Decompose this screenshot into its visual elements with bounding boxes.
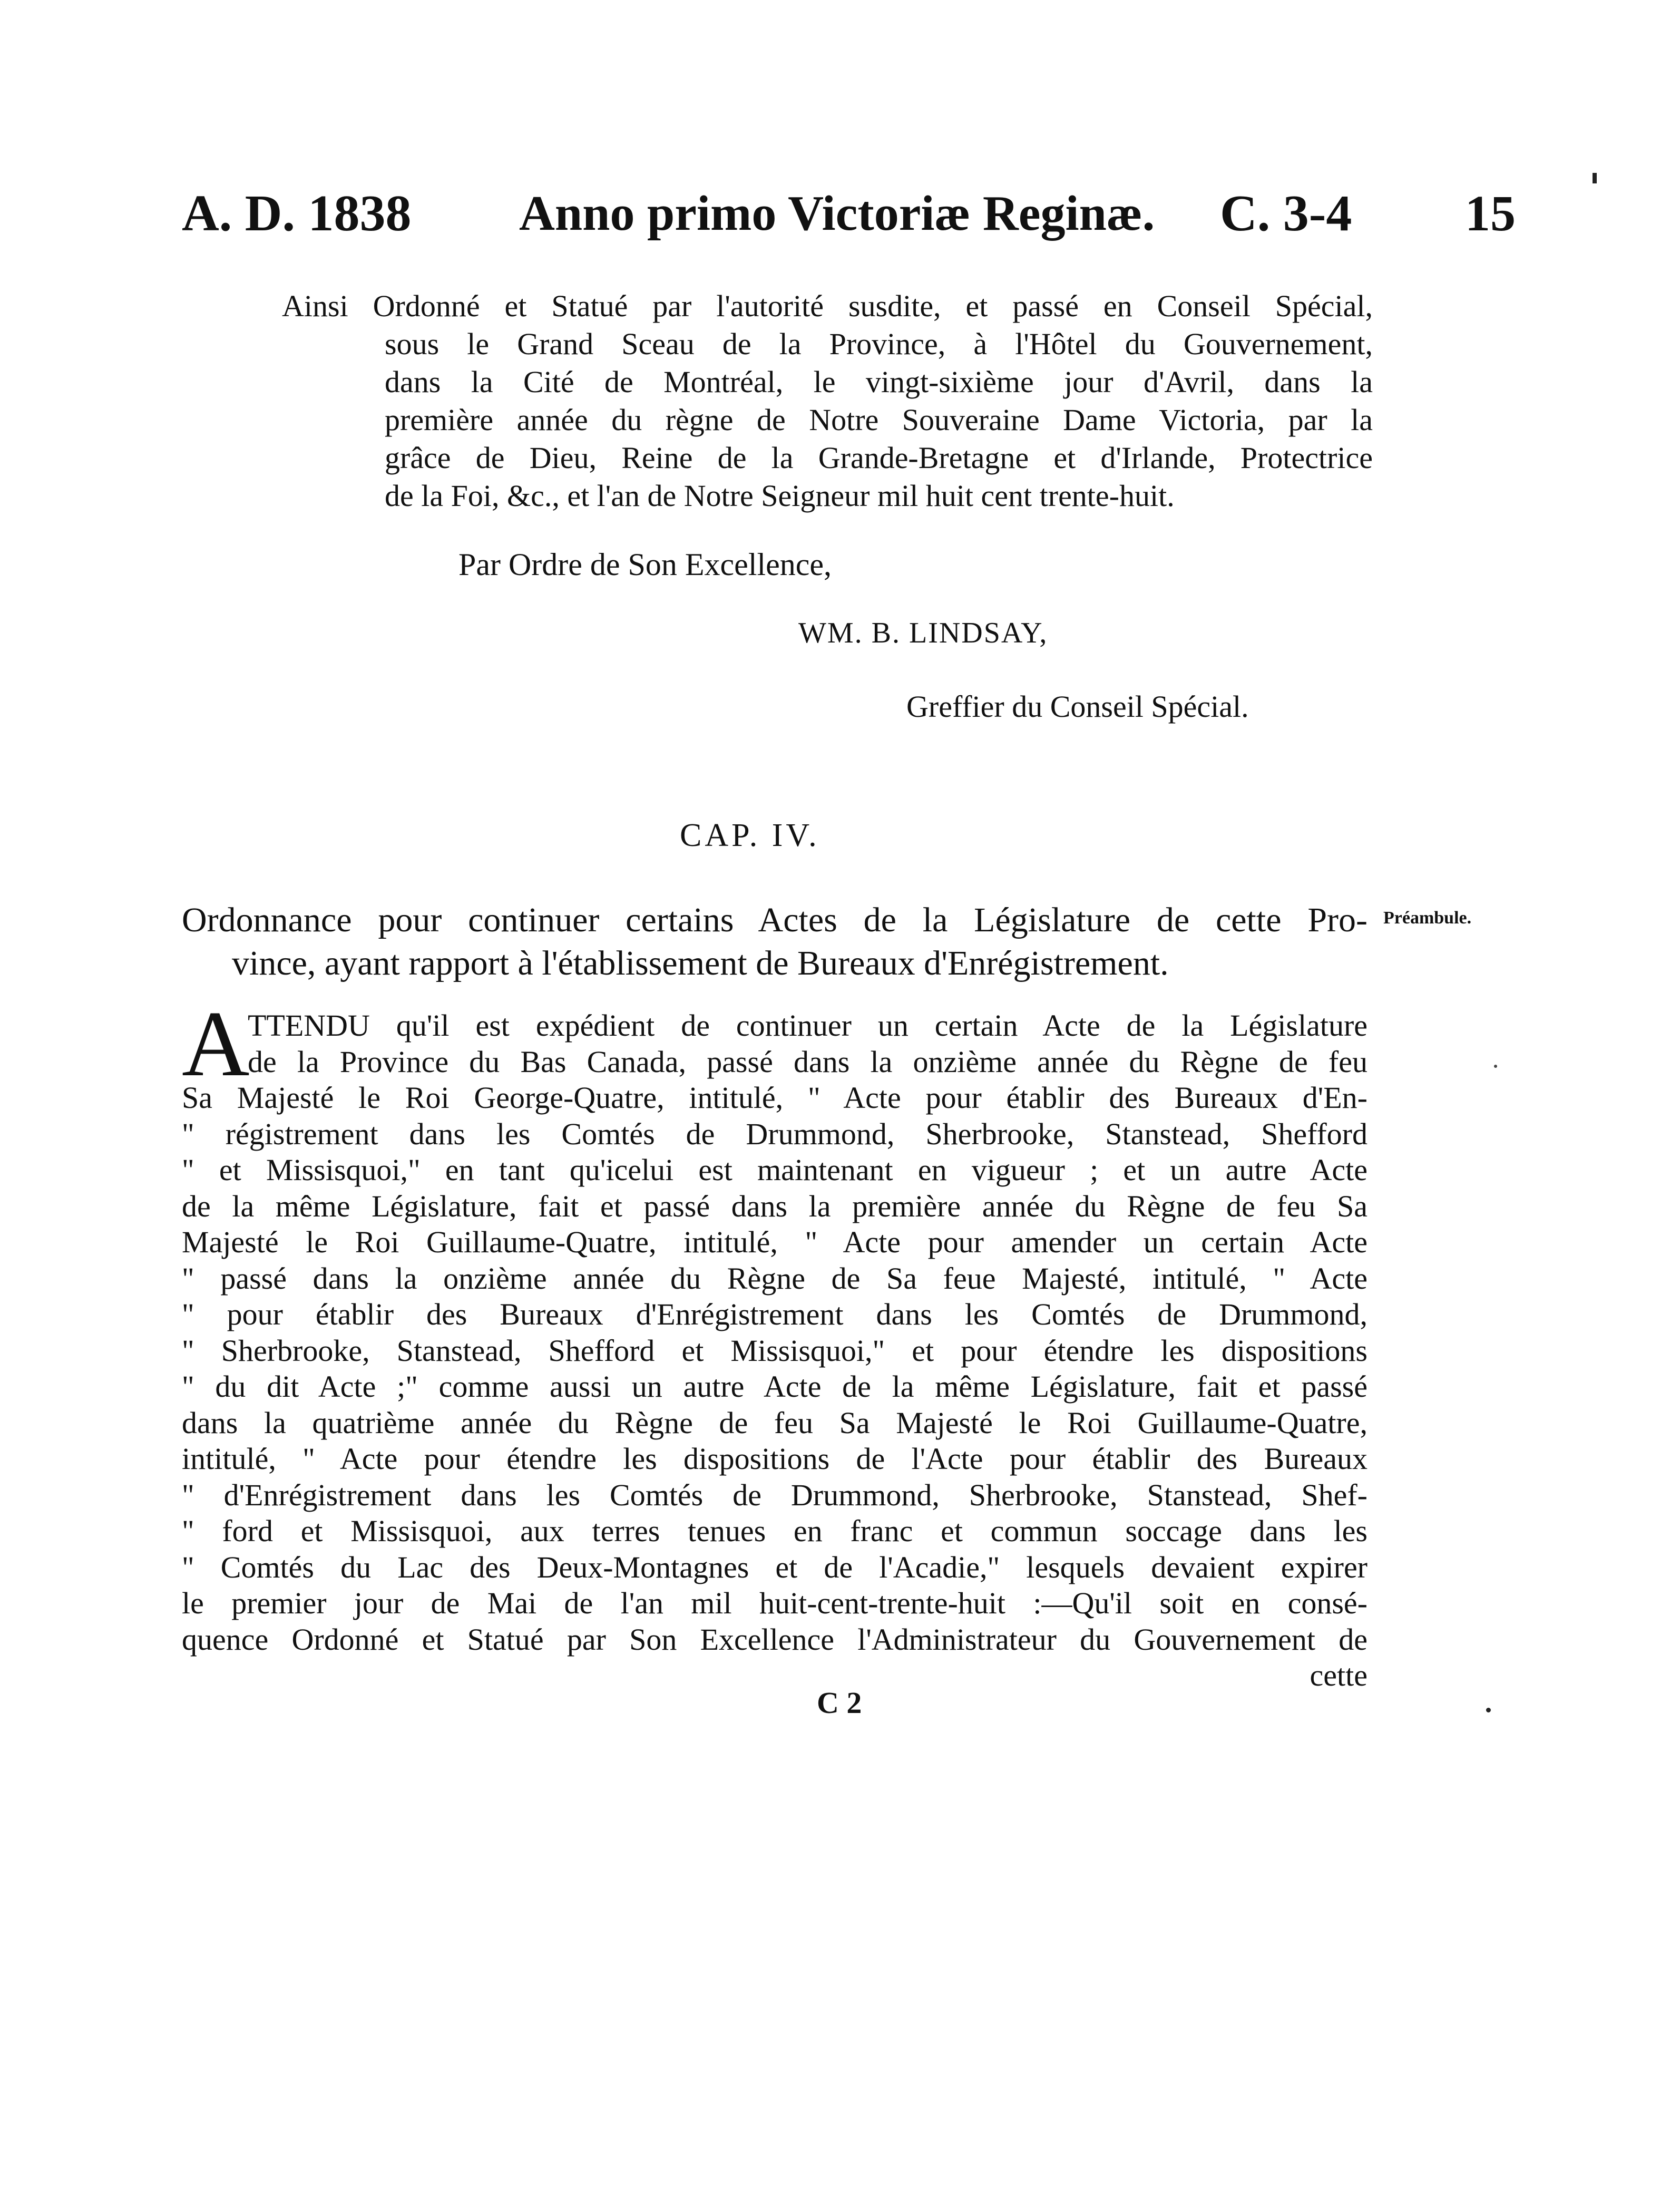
page-number: 15	[1465, 185, 1516, 241]
body-line: " Sherbrooke, Stanstead, Shefford et Missisquoi," et pour étendre les dispositions	[182, 1333, 1368, 1368]
body-line: " ford et Missisquoi, aux terres tenues en franc et commun soccage dans les	[182, 1514, 1368, 1548]
body-line: le premier jour de Mai de l'an mil huit-cent-trente-huit :—Qu'il soit en consé-	[182, 1586, 1368, 1620]
body-line: " pour établir des Bureaux d'Enrégistrement dans les Comtés de Drummond,	[182, 1297, 1368, 1331]
print-mark	[1494, 1065, 1497, 1068]
enactment-line: sous le Grand Sceau de la Province, à l'Hôtel du Gouvernement,	[385, 327, 1373, 361]
body-line: " régistrement dans les Comtés de Drummond, Sherbrooke, Stanstead, Shefford	[182, 1116, 1368, 1151]
body-line: " du dit Acte ;" comme aussi un autre Acte de la même Législature, fait et passé	[182, 1369, 1368, 1404]
body-line: " d'Enrégistrement dans les Comtés de Drummond, Sherbrooke, Stanstead, Shef-	[182, 1477, 1368, 1512]
print-mark	[1486, 1708, 1491, 1712]
catchword: cette	[1310, 1658, 1368, 1692]
body-line: de la même Législature, fait et passé dans la première année du Règne de feu Sa	[182, 1189, 1368, 1223]
drop-cap: A	[182, 991, 250, 1096]
body-line: TTENDU qu'il est expédient de continuer un certain Acte de la Législature	[248, 1008, 1368, 1043]
ordinance-title-line: vince, ayant rapport à l'établissement de Bureaux d'Enrégistrement.	[232, 944, 1169, 982]
body-line: " Comtés du Lac des Deux-Montagnes et de l'Acadie," lesquels devaient expirer	[182, 1550, 1368, 1584]
header-chapter: C. 3-4	[1220, 185, 1352, 242]
body-line: " et Missisquoi," en tant qu'icelui est maintenant en vigueur ; et un autre Acte	[182, 1153, 1368, 1187]
body-paragraph	[182, 1008, 1368, 1694]
enactment-line: dans la Cité de Montréal, le vingt-sixième jour d'Avril, dans la	[385, 365, 1373, 399]
chapter-heading: CAP. IV.	[680, 817, 820, 853]
body-line: intitulé, " Acte pour étendre les dispositions de l'Acte pour établir des Bureaux	[182, 1442, 1368, 1476]
body-line: quence Ordonné et Statué par Son Excellence l'Administrateur du Gouvernement de	[182, 1622, 1368, 1657]
enactment-line: Ainsi Ordonné et Statué par l'autorité susdite, et passé en Conseil Spécial,	[282, 289, 1373, 323]
body-line: Sa Majesté le Roi George-Quatre, intitulé, " Acte pour établir des Bureaux d'En-	[182, 1080, 1368, 1115]
body-line: Majesté le Roi Guillaume-Quatre, intitulé, " Acte pour amender un certain Acte	[182, 1225, 1368, 1259]
body-line: dans la quatrième année du Règne de feu Sa Majesté le Roi Guillaume-Quatre,	[182, 1405, 1368, 1440]
ordinance-title-line: Ordonnance pour continuer certains Actes de la Législature de cette Pro-	[182, 901, 1368, 939]
signature-mark: C 2	[817, 1686, 862, 1720]
enactment-line: grâce de Dieu, Reine de la Grande-Bretagne et d'Irlande, Protectrice	[385, 441, 1373, 475]
enactment-line: de la Foi, &c., et l'an de Notre Seigneur mil huit cent trente-huit.	[385, 479, 1175, 513]
enactment-line: première année du règne de Notre Souveraine Dame Victoria, par la	[385, 403, 1373, 437]
ordinance-title	[182, 899, 1368, 985]
signatory-title: Greffier du Conseil Spécial.	[906, 689, 1249, 724]
header-year: A. D. 1838	[182, 185, 412, 242]
body-line: " passé dans la onzième année du Règne de Sa feue Majesté, intitulé, " Acte	[182, 1261, 1368, 1296]
signatory-name: WM. B. LINDSAY,	[798, 617, 1048, 649]
order-line: Par Ordre de Son Excellence,	[458, 547, 832, 582]
header-title: Anno primo Victoriæ Reginæ.	[519, 186, 1155, 241]
body-line: de la Province du Bas Canada, passé dans la onzième année du Règne de feu	[248, 1044, 1368, 1079]
print-mark	[1593, 173, 1597, 183]
margin-note: Préambule.	[1383, 908, 1472, 928]
enactment-clause	[282, 287, 1373, 515]
